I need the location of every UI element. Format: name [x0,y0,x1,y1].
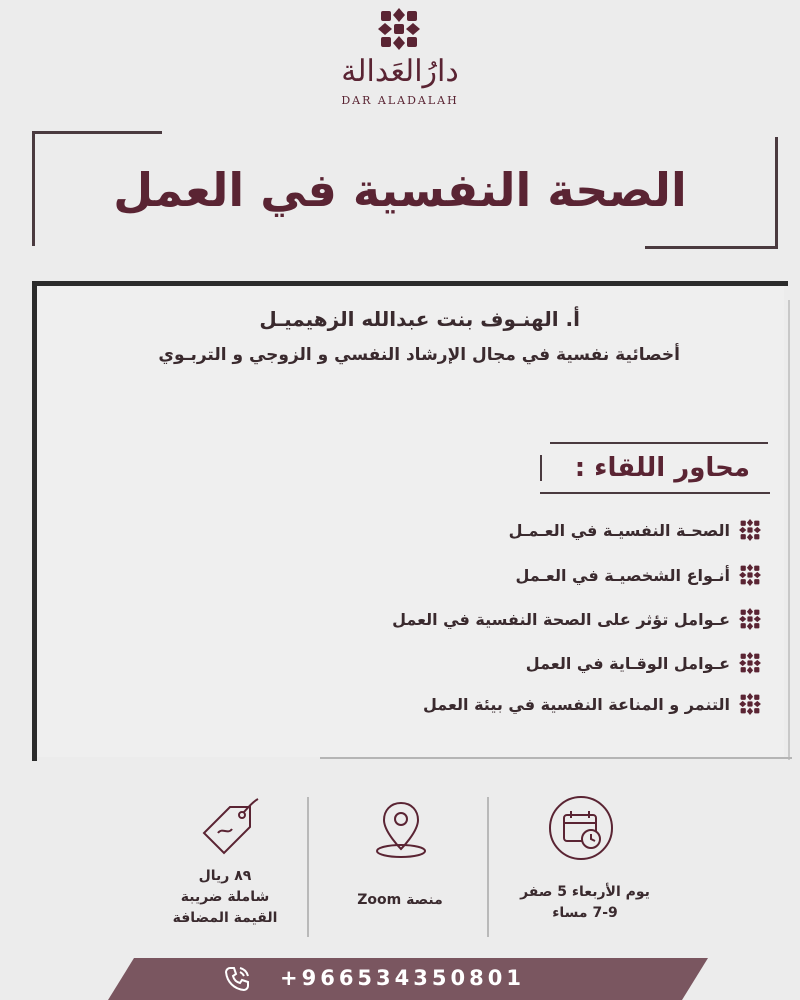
topics-frame-side [540,455,542,481]
phone-number[interactable]: +966534350801 [280,966,525,990]
speaker-name: أ. الهنـوف بنت عبدالله الزهيميـل [259,307,580,331]
topic-text: التنمر و المناعة النفسية في بيئة العمل [422,694,730,714]
topics-frame-top [550,442,768,444]
title-frame-right [775,137,778,249]
info-date [500,882,670,924]
phone-icon [222,964,252,994]
topic-text: عـوامل الوقـاية في العمل [525,653,730,673]
info-price-vat: القيمة المضافة [172,910,278,926]
topics-heading: محاور اللقاء : [574,453,750,483]
flower-pattern-icon [738,518,762,542]
topic-item [509,516,762,544]
title-frame-left [32,131,35,246]
logo-english: DAR ALADALAH [341,94,459,107]
topic-item [515,561,762,589]
topic-text: أنـواع الشخصيـة في العـمل [515,565,730,585]
info-date-day: يوم الأربعاء 5 صفر [520,884,650,900]
price-tag-icon [194,793,264,863]
page-title: الصحة النفسية في العمل [113,163,687,217]
logo-arabic: دارُالعَدالة [341,54,459,89]
flower-pattern-icon [738,607,762,631]
topic-item [423,690,762,718]
content-box-top-border [32,281,788,286]
calendar-clock-icon [546,793,616,863]
info-price-tax: شاملة ضريبة [180,889,270,905]
content-box-bottom-shadow [320,757,792,759]
flower-pattern-icon [738,692,762,716]
info-divider [307,797,309,937]
topics-frame-bottom [540,492,770,494]
flower-pattern-icon [738,563,762,587]
info-divider [487,797,489,937]
topic-text: الصحـة النفسيـة في العـمـل [508,520,730,540]
info-platform: منصة Zoom [357,892,443,908]
content-box-left-border [32,281,37,761]
location-pin-icon [366,793,436,863]
info-date-time: 7-9 مساء [552,905,618,921]
info-price-amount: ٨٩ ريال [198,868,252,884]
title-frame-bottom [645,246,778,249]
flower-pattern-icon [738,651,762,675]
content-box-right-shadow [788,300,790,760]
speaker-title: أخصائية نفسية في مجال الإرشاد النفسي و الزوجي و التربـوي [158,345,680,365]
logo-flower-icon [376,6,422,52]
title-frame-top [32,131,162,134]
topic-text: عـوامل تؤثر على الصحة النفسية في العمل [392,609,730,629]
topic-item [526,649,762,677]
topic-item [392,605,762,633]
info-price [150,866,300,929]
